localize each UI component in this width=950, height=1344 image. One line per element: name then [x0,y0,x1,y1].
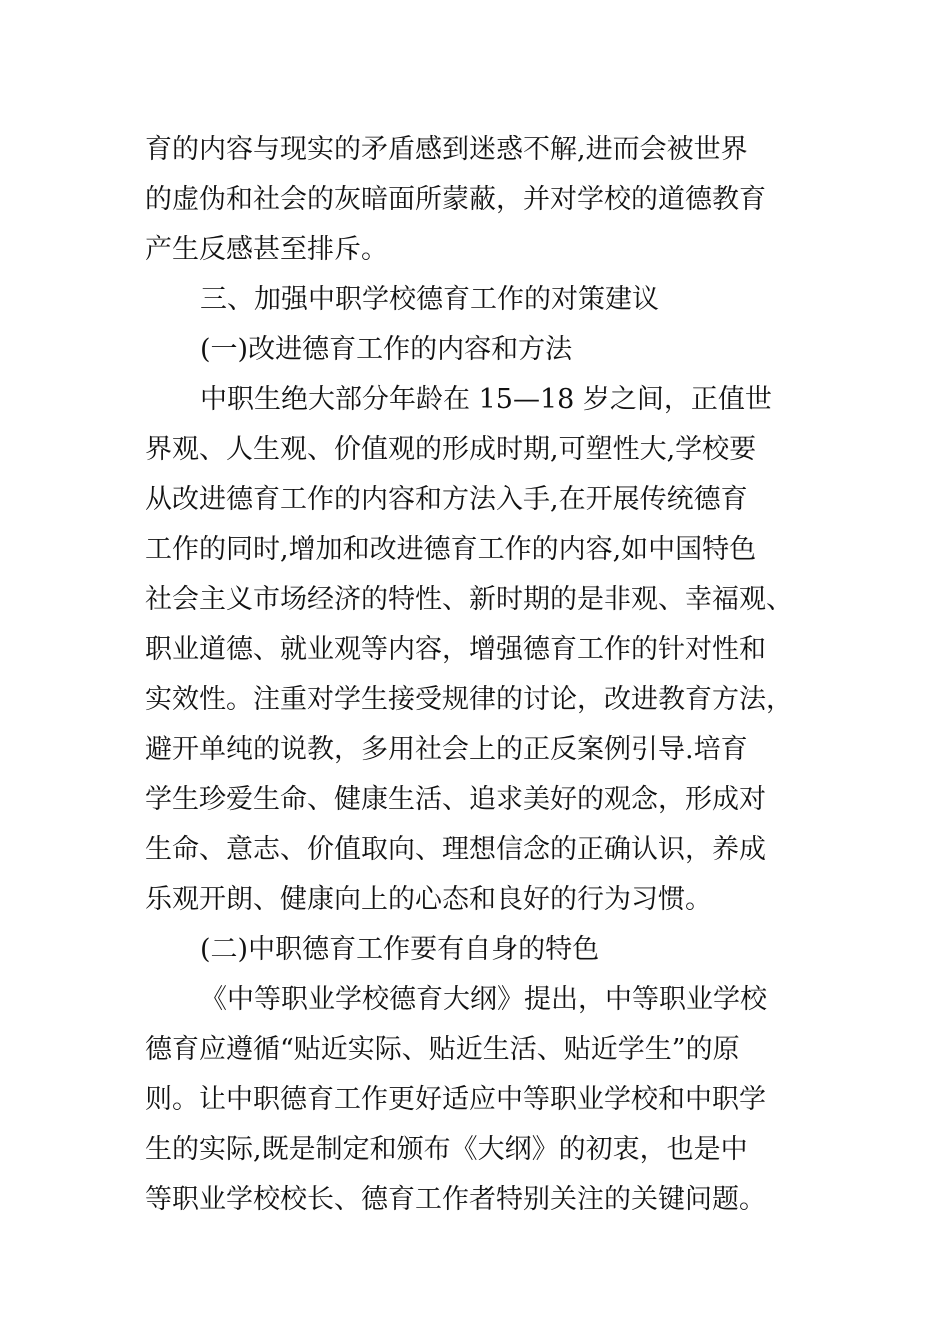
text-line: 产生反感甚至排斥。 [145,234,388,265]
text-line: 生命、意志、价值取向、理想信念的正确认识，养成 [145,834,766,865]
text-line: 社会主义市场经济的特性、新时期的是非观、幸福观、 [145,584,793,615]
text-line: 工作的同时,增加和改进德育工作的内容,如中国特色 [145,534,757,565]
text-line: 避开单纯的说教，多用社会上的正反案例引导.培育 [145,734,748,765]
text-line: 实效性。注重对学生接受规律的讨论，改进教育方法， [145,684,793,715]
text-line: 则。让中职德育工作更好适应中等职业学校和中职学 [145,1084,766,1115]
section-heading: 三、加强中职学校德育工作的对策建议 [200,284,659,315]
text-line: 《中等职业学校德育大纲》提出，中等职业学校 [200,984,767,1015]
text-line: 学生珍爱生命、健康生活、追求美好的观念，形成对 [145,784,766,815]
subsection-heading: (二)中职德育工作要有自身的特色 [200,934,600,965]
text-line: 德育应遵循“贴近实际、贴近生活、贴近学生”的原 [145,1034,740,1065]
text-line: 从改进德育工作的内容和方法入手,在开展传统德育 [145,484,748,515]
subsection-heading: (一)改进德育工作的内容和方法 [200,334,573,365]
text-line: 等职业学校校长、德育工作者特别关注的关键问题。 [145,1184,766,1215]
text-line: 中职生绝大部分年龄在 15—18 岁之间，正值世 [200,384,772,415]
text-line: 的虚伪和社会的灰暗面所蒙蔽，并对学校的道德教育 [145,184,766,215]
text-line: 乐观开朗、健康向上的心态和良好的行为习惯。 [145,884,712,915]
text-line: 育的内容与现实的矛盾感到迷惑不解,进而会被世界 [145,134,748,165]
text-line: 生的实际,既是制定和颁布《大纲》的初衷，也是中 [145,1134,748,1165]
text-line: 职业道德、就业观等内容，增强德育工作的针对性和 [145,634,766,665]
text-line: 界观、人生观、价值观的形成时期,可塑性大,学校要 [145,434,757,465]
